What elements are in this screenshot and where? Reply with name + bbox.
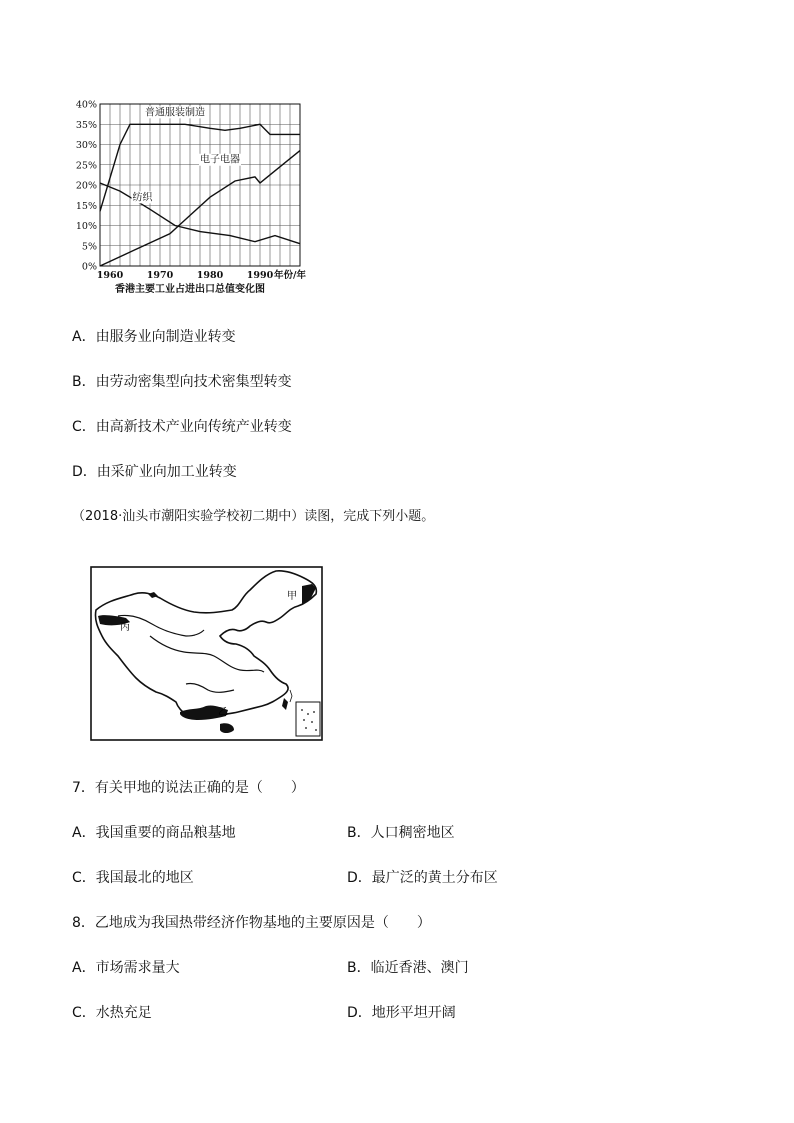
option-text: 市场需求量大 [95,960,180,976]
option-text: 由服务业向制造业转变 [95,329,236,345]
x-tick-label: 1960 [96,270,124,281]
option-c-q7 [72,868,194,888]
option-a-q6 [72,327,236,347]
option-text: 最广泛的黄土分布区 [371,870,498,886]
x-axis-label: 年份/年 [274,270,306,281]
option-a-q7 [72,823,236,843]
option-b-q7 [347,823,455,843]
x-tick-label: 1990 [246,270,274,281]
option-text: 人口稠密地区 [370,825,455,841]
option-text: 临近香港、澳门 [370,960,469,976]
chart-svg [70,98,310,308]
option-letter: A． [72,960,96,976]
option-c-q6 [72,417,292,437]
option-text: 我国最北的地区 [95,870,194,886]
y-tick-label: 5% [81,241,97,253]
option-c-q8 [72,1003,152,1023]
section-intro: （2018·汕头市潮阳实验学校初二期中）读图，完成下列小题。 [72,509,435,524]
option-a-q8 [72,958,180,978]
line-chart [70,98,310,308]
x-tick-label: 1970 [146,270,174,281]
china-map [90,564,324,742]
south-sea-inset [296,702,320,736]
label-yi: 乙 [218,707,228,718]
x-tick-label: 1980 [196,270,224,281]
option-text: 地形平坦开阔 [371,1005,456,1021]
map-svg [90,564,324,742]
option-d-q7 [347,868,498,888]
y-tick-label: 0% [81,261,97,273]
y-tick-label: 20% [75,180,97,192]
option-letter: A． [72,825,96,841]
label-bing: 丙 [120,622,130,633]
chart-title: 香港主要工业占进出口总值变化图 [115,284,265,295]
question-8-stem: 8．乙地成为我国热带经济作物基地的主要原因是（ ） [72,915,431,931]
option-letter: B． [72,374,96,390]
option-letter: A． [72,329,96,345]
option-letter: B． [347,960,371,976]
option-letter: D． [72,464,97,480]
option-text: 由劳动密集型向技术密集型转变 [95,374,292,390]
option-b-q6 [72,372,292,392]
y-tick-label: 30% [75,140,97,151]
series-label: 普通服装制造 [145,107,205,119]
y-tick-label: 35% [75,119,97,131]
option-text: 我国重要的商品粮基地 [95,825,236,841]
option-letter: B． [347,825,371,841]
option-letter: D． [347,870,372,886]
question-7-stem: 7．有关甲地的说法正确的是（ ） [72,780,305,796]
option-b-q8 [347,958,469,978]
series-label: 电子电器 [200,154,240,166]
option-letter: C． [72,1005,96,1021]
option-letter: D． [347,1005,372,1021]
option-letter: C． [72,870,96,886]
option-text: 由采矿业向加工业转变 [96,464,237,480]
series-label: 纺织 [132,192,153,204]
label-jia: 甲 [287,591,297,602]
option-letter: C． [72,419,96,435]
y-tick-label: 25% [75,160,97,172]
y-tick-label: 40% [75,99,97,111]
y-tick-label: 15% [75,200,97,212]
option-text: 水热充足 [95,1005,152,1021]
option-d-q8 [347,1003,456,1023]
y-tick-label: 10% [75,221,97,232]
option-d-q6 [72,462,237,482]
option-text: 由高新技术产业向传统产业转变 [95,419,292,435]
